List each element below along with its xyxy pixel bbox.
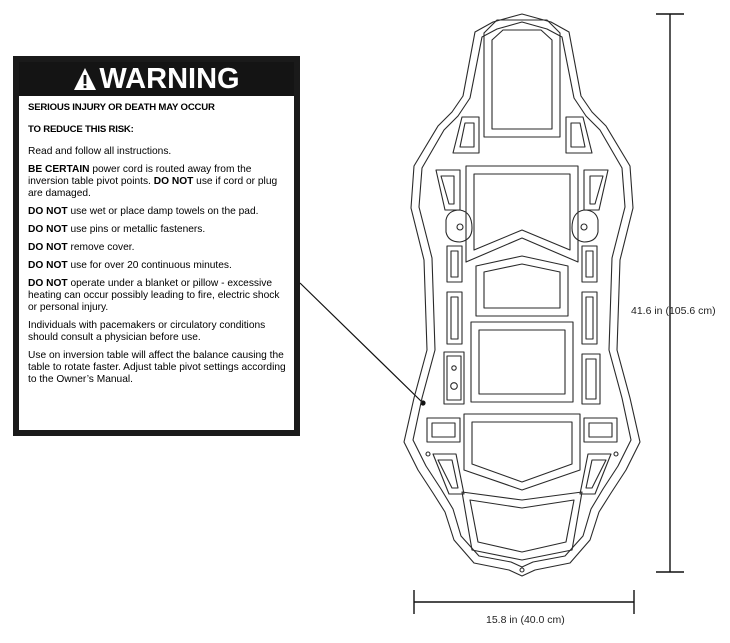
- pad-torso-low-inner: [479, 330, 565, 394]
- pad-connector-left-hole: [457, 224, 463, 230]
- pad-leg-panel-inner: [470, 500, 574, 552]
- warning-item-blanket: DO NOT operate under a blanket or pillow - excessive heating can occur possibly leading to fire, electric shock or personal injury.: [28, 278, 280, 313]
- pad-hip-side-right-inner: [589, 423, 612, 437]
- warning-item-instructions: Read and follow all instructions.: [28, 146, 172, 157]
- warning-item-pins: DO NOT use pins or metallic fasteners.: [28, 224, 206, 235]
- pad-torso-mid-inner: [484, 264, 560, 308]
- pad-column-right-mid: [582, 292, 597, 344]
- pad-control-button-bottom: [451, 383, 458, 390]
- pad-column-right-mid-inner: [586, 297, 593, 339]
- pad-column-left-mid-inner: [451, 297, 458, 339]
- pad-connector-right: [572, 210, 598, 242]
- width-dimension-label: 15.8 in (40.0 cm): [486, 614, 565, 626]
- pad-column-right-upper-inner: [586, 251, 593, 277]
- warning-heading-risk: SERIOUS INJURY OR DEATH MAY OCCUR: [28, 102, 215, 113]
- pad-column-right-low-inner: [586, 359, 596, 399]
- height-dimension-label: 41.6 in (105.6 cm): [631, 305, 716, 317]
- height-dimension: [656, 14, 684, 572]
- pad-column-right-low: [582, 354, 600, 404]
- pad-torso-mid-outer: [476, 256, 568, 316]
- warning-title: WARNING: [99, 62, 240, 95]
- pad-leg-panel-outer: [462, 492, 582, 560]
- pad-hip-outer: [464, 414, 580, 490]
- pad-torso-upper-inner: [474, 174, 570, 250]
- pad-column-left-upper-inner: [451, 251, 458, 277]
- pad-column-left-mid: [447, 292, 462, 344]
- pad-hip-inner: [472, 422, 572, 482]
- warning-item-cover: DO NOT remove cover.: [28, 242, 135, 253]
- width-dimension: [414, 590, 634, 614]
- pad-shoulder-left-inner: [460, 123, 474, 147]
- pad-hole-right: [614, 452, 618, 456]
- pad-head-panel-inner: [492, 30, 552, 129]
- pad-connector-right-hole: [581, 224, 587, 230]
- pad-connector-left: [446, 210, 472, 242]
- warning-item-power-cord: BE CERTAIN power cord is routed away from the inversion table pivot points. DO NOT use if cord or plug are damaged.: [28, 164, 278, 199]
- pad-hole-bottom: [520, 568, 524, 572]
- label-leader-line: [300, 283, 423, 403]
- pad-control-module-inner: [447, 356, 461, 400]
- pad-control-button-top: [452, 366, 456, 370]
- pad-outline-outer: [404, 14, 640, 576]
- warning-heading-reduce: TO REDUCE THIS RISK:: [28, 124, 134, 135]
- pad-shoulder-right-outer: [566, 117, 592, 153]
- pad-torso-low-outer: [471, 322, 573, 402]
- warning-item-inversion: Use on inversion table will affect the balance causing the table to rotate faster. Adjust table pivot settings according to the Owner’s Manual.: [28, 350, 286, 385]
- warning-item-pacemaker: Individuals with pacemakers or circulatory conditions should consult a physician before use.: [28, 320, 266, 343]
- pad-shoulder-left-outer: [453, 117, 479, 153]
- warning-item-wet: DO NOT use wet or place damp towels on the pad.: [28, 206, 259, 217]
- pad-hole-left: [426, 452, 430, 456]
- pad-shoulder-right-inner: [571, 123, 585, 147]
- pad-torso-upper-outer: [466, 166, 578, 262]
- pad-hip-side-left-inner: [432, 423, 455, 437]
- warning-item-minutes: DO NOT use for over 20 continuous minutes.: [28, 260, 232, 271]
